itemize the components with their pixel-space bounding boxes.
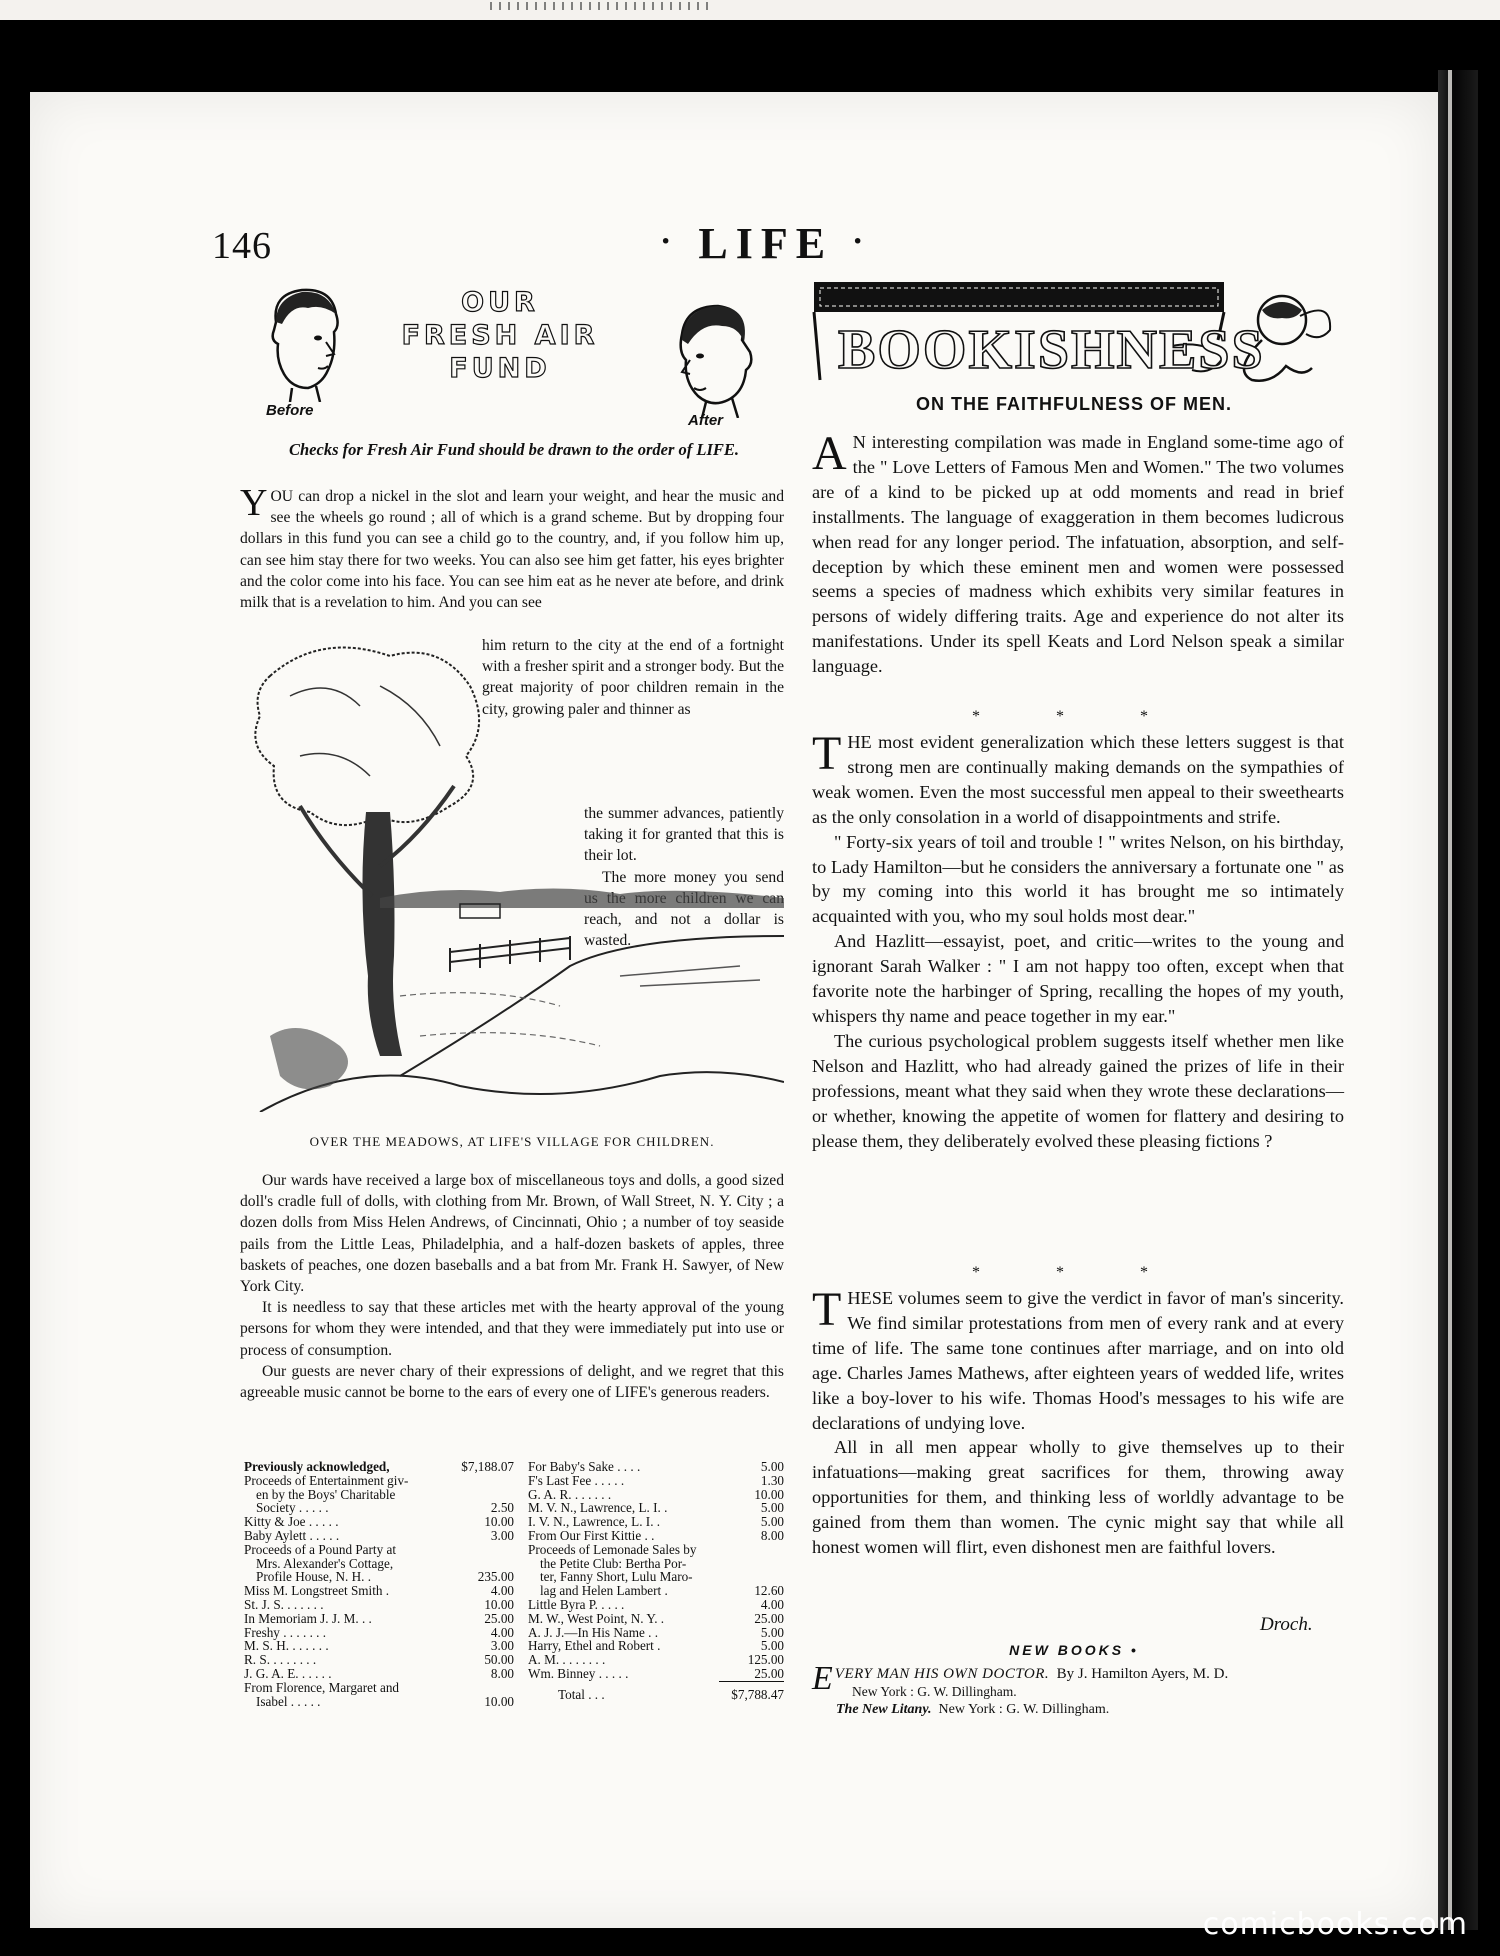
contribution-label-text: R. S. . . . . . . . bbox=[244, 1652, 317, 1668]
contribution-amount: $7,188.07 bbox=[461, 1459, 514, 1474]
contribution-label bbox=[244, 1626, 445, 1640]
contribution-label-text: Profile House, N. H. . bbox=[256, 1569, 372, 1585]
contribution-label-text: Proceeds of Lemonade Sales by bbox=[528, 1541, 697, 1557]
contribution-label-text: lag and Helen Lambert . bbox=[540, 1583, 668, 1599]
book-1-title: VERY MAN HIS OWN DOCTOR. bbox=[834, 1666, 1050, 1682]
title-dot-left: · bbox=[660, 223, 680, 260]
contribution-label-text: From Our First Kittie . . bbox=[528, 1527, 655, 1543]
article-title: ON THE FAITHFULNESS OF MEN. bbox=[915, 394, 1232, 414]
contribution-row bbox=[244, 1529, 514, 1543]
contribution-label bbox=[528, 1612, 719, 1626]
contribution-amount bbox=[445, 1543, 514, 1557]
contribution-label bbox=[244, 1584, 445, 1598]
contribution-label bbox=[528, 1515, 719, 1529]
book-1-author: By J. Hamilton Ayers, M. D. bbox=[1056, 1666, 1229, 1682]
contribution-amount: 50.00 bbox=[484, 1652, 514, 1668]
contribution-amount bbox=[445, 1474, 514, 1488]
contribution-label bbox=[244, 1543, 445, 1557]
contribution-label-text: For Baby's Sake . . . . bbox=[528, 1459, 641, 1474]
contribution-row bbox=[528, 1543, 784, 1557]
book-1-publisher: New York : G. W. Dillingham. bbox=[852, 1684, 1017, 1699]
contribution-amount bbox=[445, 1557, 514, 1571]
fund-wrap-text-a: him return to the city at the end of a fortnight with a fresher spirit and a stronger body. But the great majority of poor children remain in the city, growing paler and thinner as bbox=[482, 637, 784, 718]
contribution-label bbox=[528, 1460, 719, 1474]
title-text: LIFE bbox=[698, 219, 834, 268]
fund-body-paragraph-1: Our wards have received a large box of miscellaneous toys and dolls, a good sized doll's cradle full of dolls, with clothing from Mr. Brown, of Wall Street, N. Y. City ; a dozen dolls from Miss Helen Andrews, of Cincinnati, Ohio ; a number of toy seaside pails from the Little Leas, Philadelphia, and a half-dozen baskets of apples, three baskets of peaches, one dozen baseballs and a bat from Mr. Frank H. Sawyer, of New York City. bbox=[240, 1172, 784, 1296]
contribution-amount: 5.00 bbox=[760, 1624, 784, 1640]
contribution-label-text: A. J. J.—In His Name . . bbox=[528, 1624, 659, 1640]
contribution-label-text: Baby Aylett . . . . . bbox=[244, 1527, 340, 1543]
contribution-label-text: Kitty & Joe . . . . . bbox=[244, 1514, 339, 1530]
fund-intro-dropcap: Y bbox=[240, 482, 268, 524]
contribution-label bbox=[244, 1570, 445, 1584]
contribution-row bbox=[244, 1557, 514, 1571]
article-paragraph-4: And Hazlitt—essayist, poet, and critic—writes to the young and ignorant Sarah Walker : " I am not happy too often, except when that favorite note the harbinger of Spring, recalling the hopes of my youth, whispers thy name and peace together in my ear." bbox=[812, 931, 1344, 1026]
article-dropcap-t2: T bbox=[812, 1283, 842, 1336]
contribution-label-text: St. J. S. . . . . . . bbox=[244, 1596, 324, 1612]
fund-heading bbox=[390, 286, 610, 385]
contributions-table-left bbox=[244, 1460, 514, 1708]
contribution-label bbox=[244, 1653, 445, 1667]
article-paragraph-1 bbox=[812, 427, 1344, 679]
contribution-label-text: Isabel . . . . . bbox=[256, 1693, 321, 1709]
contribution-label-text: M. S. H. . . . . . . bbox=[244, 1638, 329, 1654]
previous-page-strip bbox=[0, 0, 1500, 20]
fund-heading-line-2: FRESH AIR bbox=[401, 320, 599, 351]
contribution-amount: 2.50 bbox=[490, 1500, 514, 1516]
contribution-row bbox=[528, 1570, 784, 1584]
contribution-label bbox=[528, 1474, 719, 1488]
contribution-label bbox=[528, 1584, 719, 1598]
contribution-amount bbox=[445, 1488, 514, 1502]
contribution-row bbox=[244, 1584, 514, 1598]
contribution-row bbox=[528, 1612, 784, 1626]
article-paragraph-3: " Forty-six years of toil and trouble ! " writes Nelson, on his birthday, to Lady Hamilton—but he considers the anniversary a fortunate one " as by my coming into this world it has brought me so intimately acquainted with you, who my soul holds most dear." bbox=[812, 831, 1344, 927]
contribution-amount bbox=[719, 1570, 784, 1584]
section-stars-1: * * * bbox=[972, 708, 1184, 725]
contribution-label-text: M. V. N., Lawrence, L. I. . bbox=[528, 1500, 668, 1516]
contribution-label bbox=[528, 1543, 719, 1557]
article-dropcap-a: A bbox=[812, 427, 847, 480]
fund-body bbox=[240, 1170, 784, 1403]
contribution-amount: 125.00 bbox=[747, 1652, 784, 1668]
contribution-row bbox=[244, 1460, 514, 1474]
article-paragraph-5: The curious psychological problem suggests itself whether men like Nelson and Hazlitt, who had already gained the prizes of life in their professions, meant what they said when they wrote these declarations—or whether, knowing the appetite of women for flattery and desiring to please them, they deliberately evolved these pleasing fictions ? bbox=[812, 1030, 1344, 1151]
contribution-label bbox=[528, 1639, 719, 1653]
contribution-label-text: A. M. . . . . . . . bbox=[528, 1652, 606, 1668]
contribution-amount: 25.00 bbox=[754, 1610, 784, 1626]
contribution-label bbox=[528, 1653, 719, 1667]
contribution-row bbox=[528, 1584, 784, 1598]
contribution-amount: 5.00 bbox=[760, 1514, 784, 1530]
contribution-label-text: I. V. N., Lawrence, L. I. . bbox=[528, 1514, 661, 1530]
contribution-row bbox=[528, 1639, 784, 1653]
contribution-row bbox=[244, 1543, 514, 1557]
contribution-amount bbox=[445, 1681, 514, 1695]
contribution-label bbox=[244, 1460, 445, 1474]
contribution-label bbox=[244, 1598, 445, 1612]
contribution-label-text: M. W., West Point, N. Y. . bbox=[528, 1610, 665, 1626]
contribution-amount: 1.30 bbox=[760, 1472, 784, 1488]
contribution-label bbox=[528, 1488, 719, 1502]
contribution-row bbox=[528, 1488, 784, 1502]
contribution-row bbox=[244, 1488, 514, 1502]
contribution-amount: 10.00 bbox=[484, 1596, 514, 1612]
contribution-label bbox=[244, 1639, 445, 1653]
contribution-amount: 4.00 bbox=[760, 1596, 784, 1612]
fund-checks-note: Checks for Fresh Air Fund should be drawn to the order of LIFE. bbox=[288, 440, 740, 459]
meadow-illustration bbox=[240, 636, 784, 1112]
contribution-row bbox=[244, 1639, 514, 1653]
fund-heading-line-3: FUND bbox=[449, 353, 551, 384]
book-2-title: The New Litany. bbox=[836, 1702, 932, 1717]
author-signature: Droch. bbox=[1260, 1614, 1313, 1635]
contribution-row bbox=[528, 1460, 784, 1474]
contribution-amount: 25.00 bbox=[754, 1665, 784, 1681]
contribution-label bbox=[528, 1557, 719, 1571]
contribution-label bbox=[244, 1681, 445, 1695]
contribution-label-text: Mrs. Alexander's Cottage, bbox=[256, 1555, 394, 1571]
contribution-label bbox=[244, 1501, 445, 1515]
after-caption: After bbox=[688, 412, 724, 429]
contribution-label-text: F's Last Fee . . . . . bbox=[528, 1472, 625, 1488]
contribution-label-text: G. A. R. . . . . . . bbox=[528, 1486, 612, 1502]
contribution-label bbox=[244, 1557, 445, 1571]
contribution-amount: 12.60 bbox=[754, 1583, 784, 1599]
contribution-row bbox=[244, 1474, 514, 1488]
contributions-table-right bbox=[528, 1460, 784, 1702]
contribution-row bbox=[528, 1501, 784, 1515]
contribution-label bbox=[528, 1501, 719, 1515]
contribution-amount: 3.00 bbox=[490, 1527, 514, 1543]
contribution-label bbox=[244, 1474, 445, 1488]
before-caption: Before bbox=[266, 402, 314, 419]
contribution-row bbox=[528, 1667, 784, 1681]
contribution-row bbox=[244, 1667, 514, 1681]
contribution-row bbox=[528, 1515, 784, 1529]
contribution-amount: 25.00 bbox=[484, 1610, 514, 1626]
contribution-amount: 3.00 bbox=[490, 1638, 514, 1654]
contribution-row bbox=[528, 1557, 784, 1571]
contribution-label-text: en by the Boys' Charitable bbox=[256, 1486, 396, 1502]
contribution-label-text: Proceeds of a Pound Party at bbox=[244, 1541, 396, 1557]
contribution-row bbox=[244, 1598, 514, 1612]
article-paragraph-7: All in all men appear wholly to give themselves up to their infatuations—making great sacrifices for them, throwing away opportunities for them, and thinking less of worldly advantage to be gained from them than women. The cynic might say that while all honest women will flirt, even dishonest men are faithful lovers. bbox=[812, 1437, 1344, 1558]
contribution-row bbox=[244, 1626, 514, 1640]
contribution-amount: 4.00 bbox=[490, 1583, 514, 1599]
contribution-label bbox=[528, 1570, 719, 1584]
contribution-row bbox=[528, 1474, 784, 1488]
boy-before-illustration bbox=[262, 284, 346, 402]
contribution-row bbox=[244, 1653, 514, 1667]
contribution-row bbox=[244, 1515, 514, 1529]
article-paragraph-6-text: HESE volumes seem to give the verdict in favor of man's sincerity. We find similar protestations from men of every rank and at every time of life. The same tone continues after marriage, and on into old age. Charles James Mathews, after eighteen years of wedded life, writes like a boy-lover to his wife. Thomas Hood's messages to his wife are declarations of undying love. bbox=[812, 1288, 1344, 1433]
contribution-label bbox=[528, 1598, 719, 1612]
article-section-2 bbox=[812, 727, 1344, 1153]
contribution-amount: 10.00 bbox=[484, 1514, 514, 1530]
contribution-label bbox=[528, 1626, 719, 1640]
contribution-label-text: Harry, Ethel and Robert . bbox=[528, 1638, 661, 1654]
contribution-label bbox=[244, 1529, 445, 1543]
contribution-label bbox=[244, 1612, 445, 1626]
contribution-amount: 5.00 bbox=[760, 1500, 784, 1516]
contribution-label-text: J. G. A. E. . . . . . bbox=[244, 1665, 332, 1681]
fund-wrap-text-c: The more money you send reach, and not a dollar is wasted. bbox=[584, 868, 784, 950]
contribution-row bbox=[244, 1695, 514, 1709]
contribution-amount: 235.00 bbox=[477, 1569, 514, 1585]
fund-intro-paragraph bbox=[240, 482, 784, 613]
contribution-label bbox=[244, 1488, 445, 1502]
total-amount: $7,788.47 bbox=[719, 1681, 784, 1701]
boy-after-illustration bbox=[672, 300, 762, 418]
article-dropcap-t1: T bbox=[812, 727, 842, 780]
contribution-label-text: Miss M. Longstreet Smith . bbox=[244, 1583, 390, 1599]
contribution-row bbox=[244, 1681, 514, 1695]
fund-heading-line-1: OUR bbox=[461, 287, 539, 318]
contribution-row bbox=[244, 1612, 514, 1626]
magazine-title bbox=[660, 218, 871, 269]
contribution-label bbox=[528, 1529, 719, 1543]
contribution-label bbox=[528, 1667, 719, 1681]
contribution-label-text: the Petite Club: Bertha Por- bbox=[540, 1555, 687, 1571]
contribution-label-text: From Florence, Margaret and bbox=[244, 1679, 400, 1695]
contribution-amount: 5.00 bbox=[760, 1459, 784, 1474]
contribution-amount bbox=[719, 1543, 784, 1557]
contribution-row bbox=[528, 1598, 784, 1612]
contribution-label-text: Freshy . . . . . . . bbox=[244, 1624, 327, 1640]
bookishness-heading: BOOKISHNESS bbox=[838, 319, 1265, 381]
contribution-label-text: Society . . . . . bbox=[256, 1500, 329, 1516]
fund-intro-text: OU can drop a nickel in the slot and learn your weight, and hear the music and see the wheels go round ; all of which is a grand scheme. But by dropping four dollars in this fund you can see a child go to the country, and, if you follow him up, can see him stay there for two weeks. You can also see him get fatter, his eyes brighter and the color come into his face. You can see him eat as he never ate before, and drink milk that is a revelation to him. And you can see bbox=[240, 488, 784, 612]
watermark: comicbooks.com bbox=[1202, 1907, 1468, 1942]
fund-body-paragraph-3: Our guests are never chary of their expressions of delight, and we regret that this agreeable music cannot be borne to the ears of every one of LIFE's generous readers. bbox=[240, 1362, 784, 1402]
contribution-label-text: Little Byra P. . . . . bbox=[528, 1596, 625, 1612]
book-2-publisher: New York : G. W. Dillingham. bbox=[938, 1702, 1110, 1717]
contribution-amount bbox=[719, 1557, 784, 1571]
book-1-dropcap: E bbox=[812, 1660, 833, 1697]
total-label: Total . . . bbox=[558, 1686, 605, 1702]
contribution-row bbox=[528, 1653, 784, 1667]
contribution-amount: 5.00 bbox=[760, 1638, 784, 1654]
contribution-label-text: ter, Fanny Short, Lulu Maro- bbox=[540, 1569, 693, 1585]
contribution-label-text: Previously acknowledged, bbox=[244, 1459, 390, 1474]
book-spine-edge bbox=[1438, 70, 1478, 1930]
contribution-amount: 8.00 bbox=[760, 1527, 784, 1543]
fund-wrap-text-b: the summer advances, patiently taking it for granted that this is their lot. bbox=[584, 805, 784, 865]
article-paragraph-1-text: N interesting compilation was made in England some-time ago of the " Love Letters of Famous Men and Women." The two volumes are of a kind to be picked up at odd moments and read in brief installments. The language of exaggeration in them becomes ludicrous when read for any longer period. The infatuation, absorption, and self-deception by which these eminent men and women were possessed seems a species of madness which exhibits very similar features in persons of widely differing traits. Age and experience do not alter its manifestations. Under its spell Keats and Lord Nelson speak a similar language. bbox=[812, 432, 1344, 677]
article-paragraph-2-text: HE most evident generalization which these letters suggest is that strong men are continually making demands on the sympathies of weak women. Even the most successful men appeal to their sweethearts as the only consolation in a world of disappointments and strife. bbox=[812, 732, 1344, 827]
section-stars-2: * * * bbox=[972, 1264, 1184, 1281]
contribution-label-text: Proceeds of Entertainment giv- bbox=[244, 1472, 409, 1488]
page-number: 146 bbox=[212, 225, 272, 267]
title-dot-right: · bbox=[852, 223, 872, 260]
fund-body-paragraph-2: It is needless to say that these articles met with the hearty approval of the young persons for whom they were intended, and that they were immediately put into use or process of consumption. bbox=[240, 1299, 784, 1359]
contribution-row bbox=[244, 1501, 514, 1515]
contribution-amount: 8.00 bbox=[490, 1665, 514, 1681]
contribution-label bbox=[244, 1515, 445, 1529]
contribution-label-text: Wm. Binney . . . . . bbox=[528, 1666, 629, 1682]
contribution-row bbox=[528, 1529, 784, 1543]
contribution-amount: 4.00 bbox=[490, 1624, 514, 1640]
contribution-amount: 10.00 bbox=[484, 1693, 514, 1709]
contribution-label-text: In Memoriam J. J. M. . . bbox=[244, 1610, 372, 1626]
total-row bbox=[528, 1681, 784, 1701]
new-books-heading: NEW BOOKS • bbox=[1009, 1642, 1139, 1658]
contribution-row bbox=[244, 1570, 514, 1584]
illustration-caption: OVER THE MEADOWS, AT LIFE'S VILLAGE FOR CHILDREN. bbox=[309, 1134, 715, 1149]
new-book-1 bbox=[812, 1660, 1344, 1700]
contribution-label bbox=[244, 1667, 445, 1681]
new-book-2 bbox=[836, 1702, 1109, 1718]
contribution-amount: 10.00 bbox=[754, 1486, 784, 1502]
article-section-3 bbox=[812, 1283, 1344, 1560]
contribution-row bbox=[528, 1626, 784, 1640]
contribution-label bbox=[244, 1695, 445, 1709]
